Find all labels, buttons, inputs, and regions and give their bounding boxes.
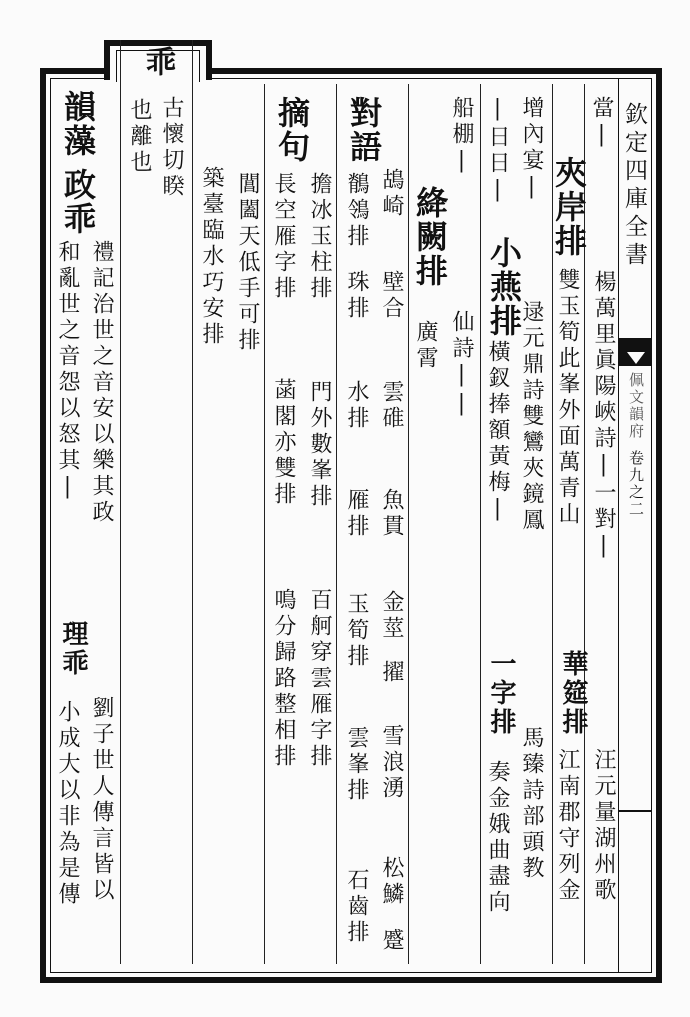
text-column: 雁排: [344, 488, 369, 540]
section-heading: 摘句: [273, 96, 311, 164]
text-column: 魚貫: [379, 488, 404, 540]
margin-rule: [619, 810, 652, 812]
section-heading: 韻藻: [59, 90, 97, 158]
text-column: 雲峯排: [344, 726, 369, 804]
column-rule: [336, 84, 337, 964]
text-column: 菡閣亦雙排: [271, 378, 296, 508]
text-column: 馬臻詩部頭教: [519, 726, 544, 882]
volume-label: 卷九之二: [627, 450, 645, 518]
text-column: 鶺鴒排: [344, 172, 369, 250]
column-rule: [264, 84, 265, 964]
entry-heading: 絳闕排: [411, 186, 449, 288]
section-heading: 對語: [345, 96, 383, 164]
text-column: 石齒排: [344, 868, 369, 946]
text-column: 橫釵捧額黃梅|: [485, 340, 510, 525]
column-rule: [192, 40, 193, 964]
rhyme-tab-label: 乖: [140, 46, 175, 76]
text-column: |日日|: [485, 96, 510, 206]
entry-heading: 華筵排: [558, 650, 588, 737]
text-column: 百舸穿雲雁字排: [307, 588, 332, 770]
entry-heading: 一字排: [486, 650, 516, 737]
text-column: 古懷切睽: [159, 96, 184, 200]
text-column: 雲碓: [379, 380, 404, 432]
text-column: 壁合: [379, 270, 404, 322]
text-column: 仙詩||: [449, 310, 474, 420]
text-column: 逯元鼎詩雙鸞夾鏡鳳: [519, 300, 544, 534]
text-column: 也離也: [127, 98, 152, 176]
text-column: 長空雁字排: [271, 172, 296, 302]
book-smudge: 佩文韻府: [627, 372, 645, 440]
text-column: 禮記治世之音安以樂其政: [89, 240, 114, 526]
text-column: 鳴分歸路整相排: [271, 588, 296, 770]
text-column: 珠排: [344, 270, 369, 322]
text-column: 鴣崎: [379, 168, 404, 220]
text-column: 劉子世人傳言皆以: [89, 696, 114, 904]
text-column: 和亂世之音怨以怒其|: [55, 240, 80, 503]
text-column: 擔冰玉柱排: [307, 172, 332, 302]
text-column: 水排: [344, 380, 369, 432]
text-column: 門外數峯排: [307, 380, 332, 510]
fishtail-mark: [619, 338, 652, 366]
text-column: 築臺臨水巧安排: [199, 166, 224, 348]
text-column: 雪浪湧: [379, 724, 404, 802]
entry-heading: 夾岸排: [550, 156, 588, 258]
text-column: 廣霄: [413, 320, 438, 372]
book-title: 欽定四庫全書: [621, 102, 647, 270]
text-column: 玉筍排: [344, 592, 369, 670]
text-column: 金莖: [379, 590, 404, 642]
entry-heading: 理乖: [58, 620, 88, 678]
column-rule: [480, 84, 481, 964]
text-column: 小成大以非為是傳: [55, 700, 80, 908]
text-column: 閶闔天低手可排: [235, 172, 260, 354]
text-column: 江南郡守列金: [555, 748, 580, 904]
column-rule: [408, 84, 409, 964]
entry-heading: 小燕排: [485, 236, 523, 338]
text-column: 楊萬里眞陽峽詩|一對|: [591, 270, 616, 562]
text-column: 擢: [379, 660, 404, 686]
entry-heading: 政乖: [59, 168, 97, 236]
text-column: 汪元量湖州歌: [591, 748, 616, 904]
column-rule: [120, 40, 121, 964]
text-column: 蹙: [379, 928, 404, 954]
text-column: 當|: [589, 96, 614, 151]
text-column: 增內宴|: [519, 96, 544, 203]
text-column: 雙玉筍此峯外面萬青山: [555, 268, 580, 528]
text-column: 船棚|: [449, 96, 474, 177]
text-column: 松鱗: [379, 856, 404, 908]
text-column: 奏金娥曲盡向: [485, 760, 510, 916]
